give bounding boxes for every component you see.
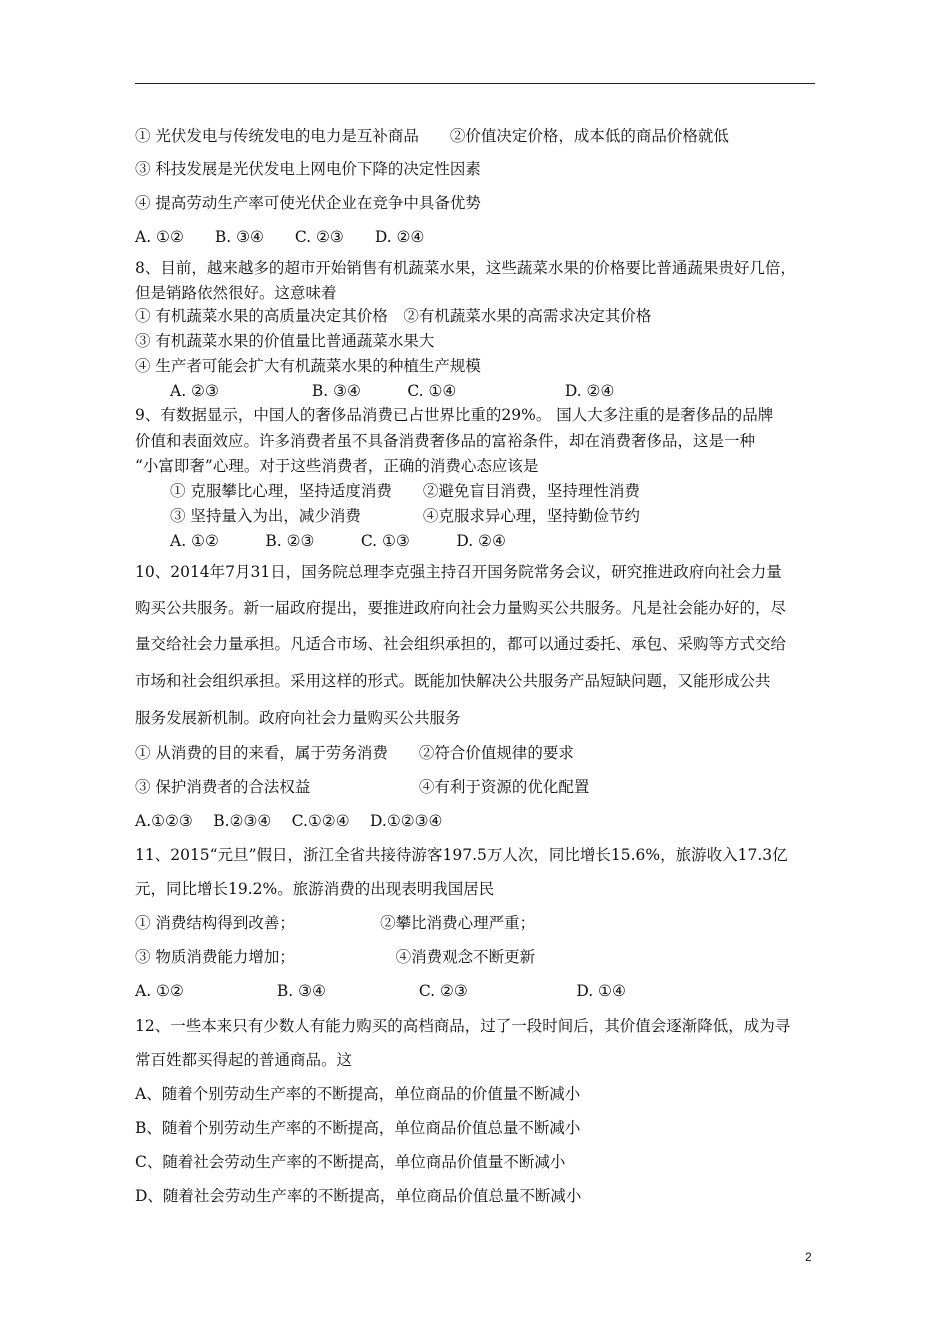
- q7-answer-choices: A. ①② B. ③④ C. ②③ D. ②④: [135, 228, 425, 246]
- q12-stem: 常百姓都买得起的普通商品。这: [135, 1051, 353, 1069]
- q8-option-line: ③ 有机蔬菜水果的价值量比普通蔬菜水果大: [135, 332, 435, 350]
- q11-answer-choices: A. ①② B. ③④ C. ②③ D. ①④: [135, 982, 626, 1000]
- q9-option-line: ① 克服攀比心理，坚持适度消费 ②避免盲目消费，坚持理性消费: [170, 482, 640, 500]
- q12-choice-b: B、随着个别劳动生产率的不断提高，单位商品价值总量不断减小: [135, 1119, 581, 1137]
- q7-option-line: ④ 提高劳动生产率可使光伏企业在竞争中具备优势: [135, 194, 481, 212]
- q9-stem: “小富即奢”心理。对于这些消费者，正确的消费心态应该是: [135, 457, 539, 475]
- q11-option-line: ① 消费结构得到改善； ②攀比消费心理严重；: [135, 914, 536, 932]
- q8-answer-choices: A. ②③ B. ③④ C. ①④ D. ②④: [170, 382, 615, 400]
- q9-stem: 9、有数据显示，中国人的奢侈品消费已占世界比重的29%。 国人大多注重的是奢侈品的品牌: [135, 406, 774, 424]
- header-rule: [135, 83, 815, 84]
- q12-stem: 12、一些本来只有少数人有能力购买的高档商品，过了一段时间后，其价值会逐渐降低，成为寻: [135, 1017, 791, 1035]
- q12-choice-c: C、随着社会劳动生产率的不断提高，单位商品价值量不断减小: [135, 1153, 566, 1171]
- q8-option-line: ① 有机蔬菜水果的高质量决定其价格 ②有机蔬菜水果的高需求决定其价格: [135, 307, 652, 325]
- q8-stem: 但是销路依然很好。这意味着: [135, 284, 337, 302]
- q11-stem: 元，同比增长19.2%。旅游消费的出现表明我国居民: [135, 880, 495, 898]
- q9-option-line: ③ 坚持量入为出，减少消费 ④克服求异心理，坚持勤俭节约: [170, 507, 640, 525]
- q9-answer-choices: A. ①② B. ②③ C. ①③ D. ②④: [170, 532, 506, 550]
- q10-stem: 服务发展新机制。政府向社会力量购买公共服务: [135, 709, 461, 727]
- q7-option-line: ③ 科技发展是光伏发电上网电价下降的决定性因素: [135, 160, 481, 178]
- q8-stem: 8、目前，越来越多的超市开始销售有机蔬菜水果，这些蔬菜水果的价格要比普通蔬果贵好几倍，: [135, 259, 796, 277]
- q10-stem: 购买公共服务。新一届政府提出，要推进政府向社会力量购买公共服务。凡是社会能办好的，尽: [135, 599, 787, 617]
- q11-option-line: ③ 物质消费能力增加； ④消费观念不断更新: [135, 948, 536, 966]
- q10-stem: 量交给社会力量承担。凡适合市场、社会组织承担的，都可以通过委托、承包、采购等方式交给: [135, 635, 787, 653]
- q10-stem: 10、2014年7月31日，国务院总理李克强主持召开国务院常务会议，研究推进政府向社会力量: [135, 563, 782, 581]
- q11-stem: 11、2015“元旦”假日，浙江全省共接待游客197.5万人次，同比增长15.6%，旅游收入17.3亿: [135, 846, 788, 864]
- q7-option-line: ① 光伏发电与传统发电的电力是互补商品 ②价值决定价格，成本低的商品价格就低: [135, 127, 729, 145]
- q10-answer-choices: A.①②③ B.②③④ C.①②④ D.①②③④: [135, 812, 443, 830]
- q9-stem: 价值和表面效应。许多消费者虽不具备消费奢侈品的富裕条件，却在消费奢侈品，这是一种: [135, 432, 756, 450]
- q12-choice-d: D、随着社会劳动生产率的不断提高，单位商品价值总量不断减小: [135, 1187, 582, 1205]
- q8-option-line: ④ 生产者可能会扩大有机蔬菜水果的种植生产规模: [135, 357, 481, 375]
- q12-choice-a: A、随着个别劳动生产率的不断提高，单位商品的价值量不断减小: [135, 1085, 581, 1103]
- q10-option-line: ① 从消费的目的来看，属于劳务消费 ②符合价值规律的要求: [135, 744, 574, 762]
- page-number: 2: [805, 1250, 812, 1264]
- q10-stem: 市场和社会组织承担。采用这样的形式。既能加快解决公共服务产品短缺问题，又能形成公共: [135, 672, 771, 690]
- q10-option-line: ③ 保护消费者的合法权益 ④有利于资源的优化配置: [135, 778, 590, 796]
